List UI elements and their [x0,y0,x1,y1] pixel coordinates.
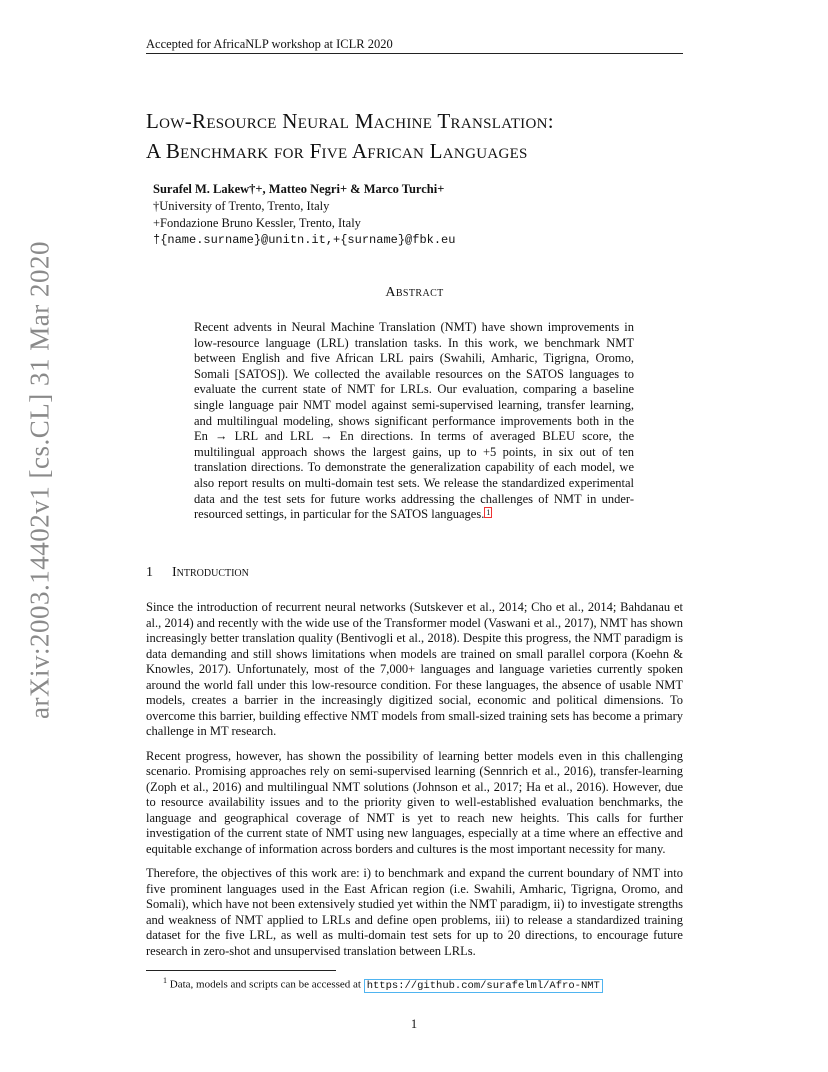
paper-title [146,106,706,166]
footnote-rule [146,970,336,971]
section-number: 1 [146,565,153,580]
header-rule [146,53,683,54]
section-heading [146,565,249,581]
author-block [153,181,455,249]
abstract-text: Recent advents in Neural Machine Translation (NMT) have shown improvements in low-resource language (LRL) translation tasks. In this work, we benchmark NMT between English and five African LRL pairs (Swahili, Amharic, Tigrigna, Oromo, Somali [SATOS]). We collected the available resources on the SATOS languages to evaluate the current state of NMT for LRLs. Our evaluation, comparing a baseline single language pair NMT model against semi-supervised learning, transfer learning, and multilingual modeling, shows significant performance improvements both in the En → LRL and LRL → En directions. In terms of averaged BLEU score, the multilingual approach shows the largest gains, up to +5 points, in six out of ten translation directions. To demonstrate the generalization capability of each model, we also report results on multi-domain test sets. We release the standardized experimental data and the test sets for future works addressing the challenges of NMT in under-resourced settings, in particular for the SATOS languages. [194,320,634,522]
title-line-2: A Benchmark for Five African Languages [146,139,528,163]
section-title: Introduction [172,565,249,580]
page-number: 1 [410,1017,418,1031]
author-names: Surafel M. Lakew†+, Matteo Negri+ & Marco Turchi+ [153,182,445,196]
venue-header: Accepted for AfricaNLP workshop at ICLR 2020 [146,37,393,51]
author-emails: †{name.surname}@unitn.it,+{surname}@fbk.eu [153,233,456,247]
introduction-body [146,600,683,968]
repository-link[interactable]: https://github.com/surafelml/Afro-NMT [364,979,603,993]
footnote-text: Data, models and scripts can be accessed at [169,978,361,991]
footnote-link[interactable]: 1 [486,508,491,518]
intro-paragraph-2: Recent progress, however, has shown the possibility of learning better models even in this challenging scenario. Promising approaches rely on semi-supervised learning (Sennrich et al., 2016), transfer-learning (Zoph et al., 2016) and multilingual NMT solutions (Johnson et al., 2017; Ha et al., 2016). However, due to resource availability issues and to the priority given to well-established evaluation benchmarks, the language and geographical coverage of NMT is yet to reach new heights. This calls for further investigation of the current state of NMT using new languages, especially at a time where an effective and equitable exchange of information across borders and cultures is the most important necessity for many. [146,748,683,856]
affiliation-fbk: +Fondazione Bruno Kessler, Trento, Italy [153,216,361,230]
footnote-number: 1 [163,976,167,985]
abstract-body [194,320,634,523]
intro-paragraph-3: Therefore, the objectives of this work are: i) to benchmark and expand the current boundary of NMT into five prominent languages used in the East African region (i.e. Swahili, Amharic, Tigrigna, Oromo, and Somali), which have not been extensively studied yet within the NMT paradigm, ii) to investigate strengths and weakness of NMT applied to LRLs and define open problems, iii) to release a standardized training dataset for the five LRL, as well as multi-domain test sets for up to 20 directions, to encourage future research in zero-shot and unsupervised translation between LRLs. [146,866,683,958]
footnote [163,976,603,992]
arxiv-stamp: arXiv:2003.14402v1 [cs.CL] 31 Mar 2020 [24,241,55,719]
title-line-1: Low-Resource Neural Machine Translation: [146,109,554,133]
affiliation-trento: †University of Trento, Trento, Italy [153,199,330,213]
intro-paragraph-1: Since the introduction of recurrent neural networks (Sutskever et al., 2014; Cho et al., 2014; Bahdanau et al., 2014) and recently with the wide use of the Transformer model (Vaswani et al., 2017), NMT has shown increasingly better translation quality (Bentivogli et al., 2018). Despite this progress, the NMT paradigm is data demanding and still shows limitations when models are trained on small parallel corpora (Koehn & Knowles, 2017). Unfortunately, most of the 7,000+ languages and language varieties currently spoken around the world fall under this low-resource condition. For these languages, the absence of usable NMT models, creates a barrier in the increasingly digitized social, economic and political dimensions. To overcome this barrier, building effective NMT models from small-sized training sets has become a primary challenge in MT research. [146,600,683,738]
abstract-heading: Abstract [385,285,444,300]
